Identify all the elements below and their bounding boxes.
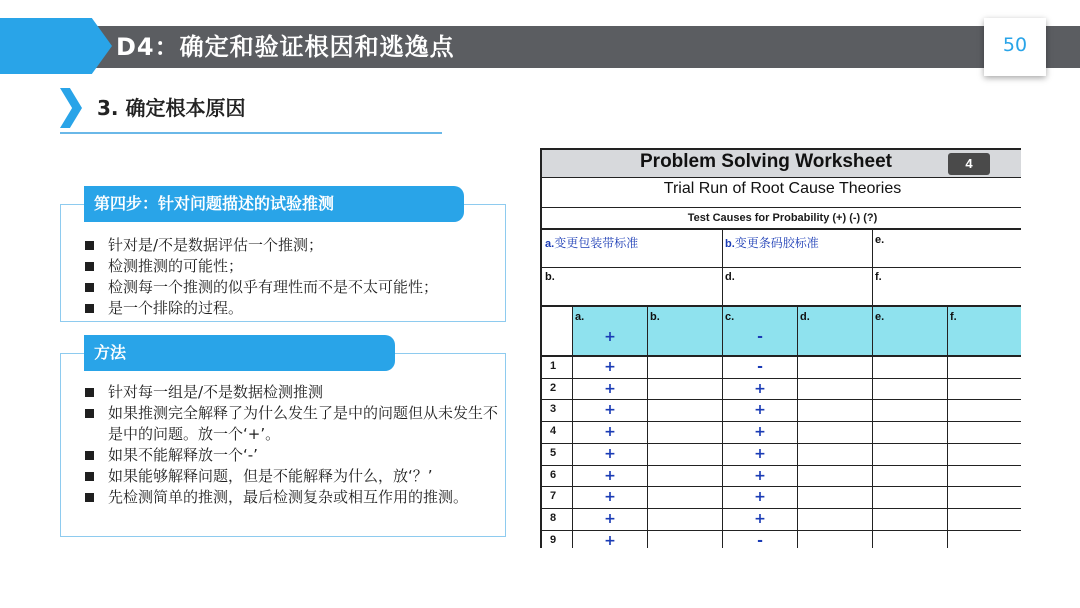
column-header: f. [950, 311, 957, 323]
cause-b: b.变更条码胶标准 [725, 236, 819, 250]
column-header: e. [875, 311, 885, 323]
row-number: 1 [550, 360, 557, 372]
list-item: 如果能够解释问题，但是不能解释为什么，放‘？’ [82, 466, 502, 487]
row-number: 3 [550, 403, 557, 416]
table-row-divider [542, 443, 1021, 444]
table-row-divider [542, 530, 1021, 531]
row-number: 5 [550, 446, 557, 459]
table-cell-mark: + [604, 424, 616, 441]
cause-d: d. [725, 271, 735, 283]
section-divider [60, 132, 442, 134]
row-number: 6 [550, 468, 557, 481]
table-cell-mark: + [604, 380, 616, 397]
table-cell-mark: + [754, 510, 766, 527]
cause-e: e. [875, 234, 885, 246]
list-item: 如果推测完全解释了为什么发生了是中的问题但从未发生不是中的问题。放一个‘+’。 [82, 403, 502, 445]
list-item: 检测推测的可能性； [82, 256, 502, 277]
row-number: 9 [550, 533, 557, 546]
worksheet-subtitle: Trial Run of Root Cause Theories [663, 180, 902, 197]
header-accent-arrow [0, 18, 112, 74]
table-cell-mark: - [757, 532, 763, 548]
divider [542, 228, 1021, 230]
table-column-divider [872, 307, 873, 548]
table-cell-mark: + [754, 467, 766, 484]
table-cell-mark: + [604, 359, 616, 375]
list-item: 针对是/不是数据评估一个推测； [82, 235, 502, 256]
row-number: 4 [550, 425, 557, 438]
list-item: 先检测简单的推测，最后检测复杂或相互作用的推测。 [82, 487, 502, 508]
list-item: 针对每一组是/不是数据检测推测 [82, 382, 502, 403]
table-cell-mark: + [604, 402, 616, 419]
divider [872, 230, 873, 307]
row-number: 2 [550, 381, 557, 394]
step-box-label: 第四步：针对问题描述的试验推测 [84, 186, 464, 222]
table-row-divider [542, 421, 1021, 422]
section-title: 3. 确定根本原因 [97, 96, 246, 120]
method-box-label: 方法 [84, 335, 395, 371]
chevron-right-icon [60, 88, 82, 128]
worksheet-title: Problem Solving Worksheet [640, 151, 892, 172]
table-cell-mark: + [604, 532, 616, 548]
table-column-divider [647, 307, 648, 548]
worksheet-image [540, 148, 1021, 548]
table-row-divider [542, 399, 1021, 400]
table-cell-mark: + [754, 424, 766, 441]
list-item: 如果不能解释放一个‘-’ [82, 445, 502, 466]
table-cell-mark: + [604, 510, 616, 527]
page-number: 50 [1002, 34, 1028, 56]
table-cell-mark: + [604, 467, 616, 484]
column-header: a. [575, 311, 585, 323]
table-cell-mark: + [754, 445, 766, 462]
divider [722, 230, 723, 307]
table-cell-mark: - [757, 359, 763, 375]
column-header: b. [650, 311, 660, 323]
divider [542, 267, 1021, 268]
row-number: 7 [550, 490, 557, 503]
table-row-divider [542, 378, 1021, 379]
worksheet-title-bar [542, 150, 1021, 178]
table-cell-mark: + [754, 380, 766, 397]
list-item: 是一个排除的过程。 [82, 298, 502, 319]
table-cell-mark: + [754, 489, 766, 506]
column-header: d. [800, 311, 810, 323]
table-row-divider [542, 465, 1021, 466]
table-column-divider [797, 307, 798, 548]
table-row-divider [542, 508, 1021, 509]
method-bullet-list [82, 382, 502, 508]
worksheet-badge: 4 [948, 153, 990, 175]
table-column-divider [722, 307, 723, 548]
step-bullet-list [82, 235, 502, 319]
slide-title: D4：确定和验证根因和逃逸点 [116, 33, 455, 61]
page-number-tag [984, 18, 1046, 76]
table-row-divider [542, 486, 1021, 487]
header-mark: + [604, 329, 616, 345]
worksheet-test-causes: Test Causes for Probability (+) (-) (?) [687, 212, 878, 224]
cause-a: a.变更包装带标准 [545, 236, 639, 250]
cause-b2: b. [545, 271, 555, 283]
column-header: c. [725, 311, 735, 323]
table-cell-mark: + [604, 489, 616, 506]
table-cell-mark: + [754, 402, 766, 419]
table-column-divider [572, 307, 573, 548]
header-mark: - [757, 329, 763, 345]
list-item: 检测每一个推测的似乎有理性而不是不太可能性； [82, 277, 502, 298]
table-header-divider [542, 355, 1021, 357]
table-column-divider [947, 307, 948, 548]
table-cell-mark: + [604, 445, 616, 462]
cause-f: f. [875, 271, 882, 283]
row-number: 8 [550, 511, 557, 524]
